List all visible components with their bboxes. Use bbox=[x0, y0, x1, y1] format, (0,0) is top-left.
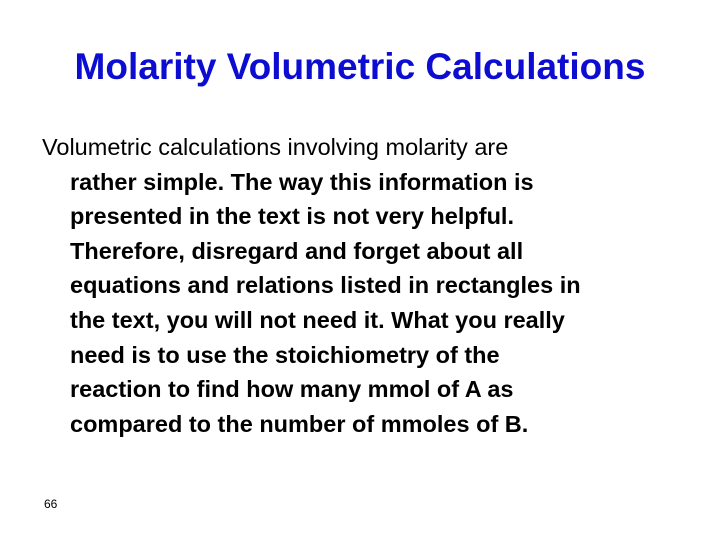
body-line: rather simple. The way this information is bbox=[70, 168, 534, 195]
slide-number: 66 bbox=[44, 497, 58, 511]
body-line: Volumetric calculations involving molarity are bbox=[42, 134, 509, 160]
slide-title: Molarity Volumetric Calculations bbox=[74, 46, 646, 87]
body-line: reaction to find how many mmol of A as bbox=[70, 376, 514, 403]
body-line: need is to use the stoichiometry of the bbox=[70, 341, 500, 368]
body-line: compared to the number of mmoles of B. bbox=[70, 410, 529, 437]
body-line: Therefore, disregard and forget about all bbox=[70, 237, 524, 264]
body-line: the text, you will not need it. What you really bbox=[70, 306, 565, 333]
slide-body bbox=[42, 130, 692, 441]
body-line: presented in the text is not very helpful. bbox=[70, 203, 514, 230]
body-line: equations and relations listed in rectangles in bbox=[70, 272, 581, 299]
